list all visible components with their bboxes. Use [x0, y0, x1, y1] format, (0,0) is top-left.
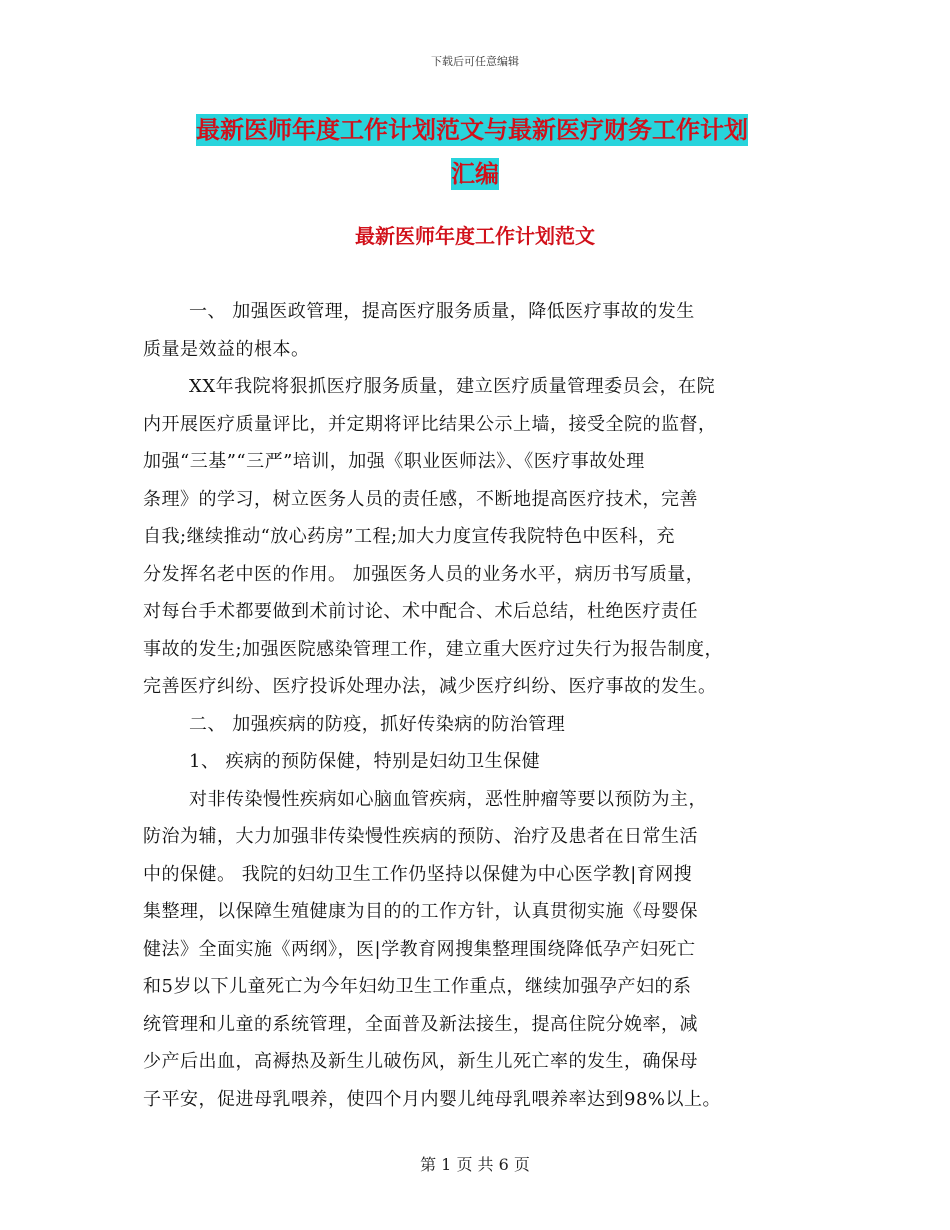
document-title-line-1: [196, 110, 816, 150]
body-line: 对每台手术都要做到术前讨论、术中配合、术后总结，杜绝医疗责任: [143, 601, 698, 622]
section-title: 最新医师年度工作计划范文: [355, 224, 595, 248]
body-line: 统管理和儿童的系统管理，全面普及新法接生，提高住院分娩率，减: [143, 1013, 698, 1035]
body-line: 二、 加强疾病的防疫，抓好传染病的防治管理: [189, 713, 566, 735]
body-line: 内开展医疗质量评比，并定期将评比结果公示上墙，接受全院的监督，: [143, 413, 717, 435]
body-line: 自我;继续推动“放心药房”工程;加大力度宣传我院特色中医科，充: [143, 526, 676, 547]
title-highlight-1: 最新医师年度工作计划范文与最新医疗财务工作计划: [196, 116, 748, 144]
body-line: 健法》全面实施《两纲》，医|学教育网搜集整理围绕降低孕产妇死亡: [143, 938, 696, 960]
body-line: 防治为辅，大力加强非传染慢性疾病的预防、治疗及患者在日常生活: [143, 826, 698, 847]
body-line: 质量是效益的根本。: [143, 338, 310, 360]
body-line: 完善医疗纠纷、医疗投诉处理办法，减少医疗纠纷、医疗事故的发生。: [143, 676, 717, 697]
document-body: [143, 293, 823, 1118]
page-footer: 第 1 页 共 6 页: [420, 1155, 530, 1174]
body-line: 和5岁以下儿童死亡为今年妇幼卫生工作重点，继续加强孕产妇的系: [143, 976, 692, 997]
body-line: 子平安，促进母乳喂养，使四个月内婴儿纯母乳喂养率达到98%以上。: [143, 1088, 722, 1110]
body-line: 分发挥名老中医的作用。 加强医务人员的业务水平，病历书写质量，: [143, 563, 705, 585]
title-highlight-2: 汇编: [451, 160, 499, 188]
document-title-line-2: [0, 154, 950, 194]
body-line: 少产后出血，高褥热及新生儿破伤风，新生儿死亡率的发生，确保母: [143, 1051, 698, 1072]
body-line: 加强“三基”“三严”培训，加强《职业医师法》、《医疗事故处理: [143, 451, 645, 472]
body-line: 事故的发生;加强医院感染管理工作，建立重大医疗过失行为报告制度，: [143, 638, 724, 660]
body-line: 一、 加强医政管理，提高医疗服务质量，降低医疗事故的发生: [189, 301, 695, 322]
page-header: 下载后可任意编辑: [431, 55, 519, 68]
body-line: 条理》的学习，树立医务人员的责任感，不断地提高医疗技术，完善: [143, 488, 698, 510]
body-line: 集整理，以保障生殖健康为目的的工作方针，认真贯彻实施《母婴保: [143, 901, 698, 922]
body-line: 中的保健。 我院的妇幼卫生工作仍坚持以保健为中心医学教|育网搜: [143, 863, 693, 885]
body-line: 1、 疾病的预防保健，特别是妇幼卫生保健: [189, 751, 541, 772]
body-line: 对非传染慢性疾病如心脑血管疾病，恶性肿瘤等要以预防为主，: [189, 788, 707, 810]
body-line: XX年我院将狠抓医疗服务质量，建立医疗质量管理委员会，在院: [189, 376, 716, 397]
